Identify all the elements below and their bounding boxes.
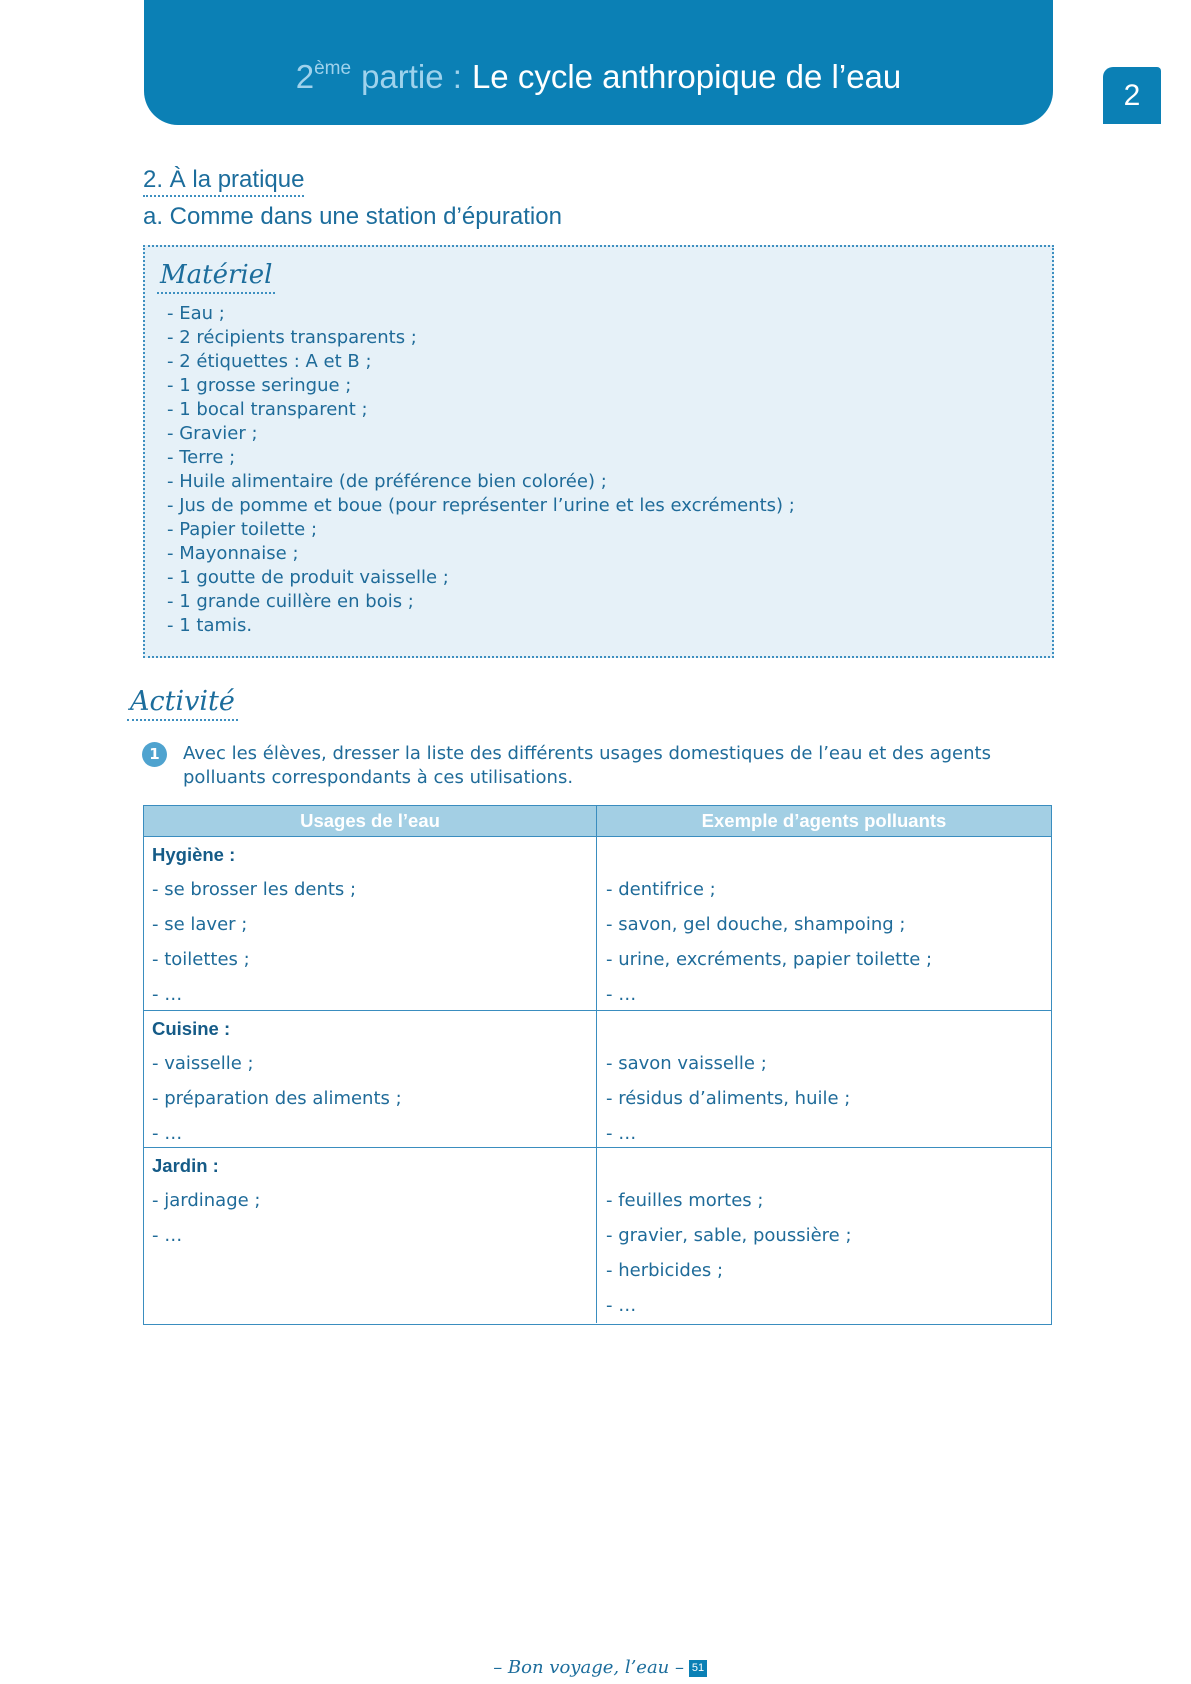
step-instruction-line: polluants correspondants à ces utilisations. xyxy=(183,767,574,788)
agent-line: - gravier, sable, poussière ; xyxy=(606,1225,852,1246)
table-header-row xyxy=(144,806,1051,837)
materiel-title-text: Matériel xyxy=(157,258,275,294)
agent-line: - savon vaisselle ; xyxy=(606,1053,767,1074)
row-category: Jardin : xyxy=(152,1155,219,1176)
footer-book-title: – Bon voyage, l’eau – xyxy=(493,1657,684,1678)
step-number-badge: 1 xyxy=(142,742,167,767)
agent-line: - urine, excréments, papier toilette ; xyxy=(606,949,933,970)
activite-title xyxy=(127,685,238,721)
section-heading-text: 2. À la pratique xyxy=(143,166,304,197)
usage-line: - jardinage ; xyxy=(152,1190,261,1211)
agent-line: - savon, gel douche, shampoing ; xyxy=(606,914,906,935)
agents-cell xyxy=(597,1011,1051,1147)
agent-line: - dentifrice ; xyxy=(606,879,716,900)
step-instruction-line: Avec les élèves, dresser la liste des différents usages domestiques de l’eau et des agents xyxy=(183,743,991,764)
materiel-item: - 1 bocal transparent ; xyxy=(167,399,368,420)
materiel-item: - Huile alimentaire (de préférence bien colorée) ; xyxy=(167,471,607,492)
materiel-item: - Mayonnaise ; xyxy=(167,543,299,564)
activite-title-text: Activité xyxy=(127,685,238,721)
usages-cell xyxy=(144,1011,597,1147)
agent-line: - … xyxy=(606,984,637,1005)
materiel-item: - Terre ; xyxy=(167,447,236,468)
materiel-item: - 2 récipients transparents ; xyxy=(167,327,417,348)
section-subheading: a. Comme dans une station d’épuration xyxy=(143,203,562,230)
materiel-item: - Eau ; xyxy=(167,303,225,324)
materiel-item: - 2 étiquettes : A et B ; xyxy=(167,351,372,372)
chapter-tab: 2 xyxy=(1103,67,1161,124)
step-instruction xyxy=(183,742,991,790)
agent-line: - résidus d’aliments, huile ; xyxy=(606,1088,851,1109)
materiel-item: - 1 grosse seringue ; xyxy=(167,375,352,396)
usage-line: - … xyxy=(152,1123,183,1144)
materiel-box xyxy=(143,245,1054,658)
usages-cell xyxy=(144,837,597,1010)
row-category: Cuisine : xyxy=(152,1018,231,1039)
usage-line: - toilettes ; xyxy=(152,949,250,970)
table-row xyxy=(144,1011,1051,1148)
usage-line: - préparation des aliments ; xyxy=(152,1088,402,1109)
usage-line: - vaisselle ; xyxy=(152,1053,254,1074)
usages-cell xyxy=(144,1148,597,1323)
materiel-item: - 1 tamis. xyxy=(167,615,253,636)
agent-line: - herbicides ; xyxy=(606,1260,724,1281)
usage-line: - se laver ; xyxy=(152,914,248,935)
table-row xyxy=(144,837,1051,1011)
row-category: Hygiène : xyxy=(152,844,236,865)
agent-line: - … xyxy=(606,1123,637,1144)
agent-line: - feuilles mortes ; xyxy=(606,1190,764,1211)
part-title-text: Le cycle anthropique de l’eau xyxy=(471,58,902,95)
materiel-title xyxy=(157,258,275,294)
page-number: 51 xyxy=(689,1660,707,1677)
part-title xyxy=(144,55,1053,99)
usage-line: - se brosser les dents ; xyxy=(152,879,357,900)
part-header-banner xyxy=(144,0,1053,125)
materiel-item: - Gravier ; xyxy=(167,423,258,444)
materiel-item: - 1 grande cuillère en bois ; xyxy=(167,591,414,612)
column-header-usages: Usages de l’eau xyxy=(144,806,597,836)
materiel-item: - Jus de pomme et boue (pour représenter l’urine et les excréments) ; xyxy=(167,495,795,516)
column-header-agents: Exemple d’agents polluants xyxy=(701,810,947,831)
agents-cell xyxy=(597,837,1051,1010)
section-heading xyxy=(143,166,304,197)
usage-line: - … xyxy=(152,984,183,1005)
agent-line: - … xyxy=(606,1295,637,1316)
part-number: 2 xyxy=(295,58,315,95)
table-row xyxy=(144,1148,1051,1323)
materiel-list xyxy=(167,302,795,638)
usages-table xyxy=(143,805,1052,1325)
part-number-suffix: ème xyxy=(314,58,352,79)
agents-cell xyxy=(597,1148,1051,1323)
usage-line: - … xyxy=(152,1225,183,1246)
materiel-item: - Papier toilette ; xyxy=(167,519,318,540)
materiel-item: - 1 goutte de produit vaisselle ; xyxy=(167,567,449,588)
part-label: partie : xyxy=(361,58,462,95)
